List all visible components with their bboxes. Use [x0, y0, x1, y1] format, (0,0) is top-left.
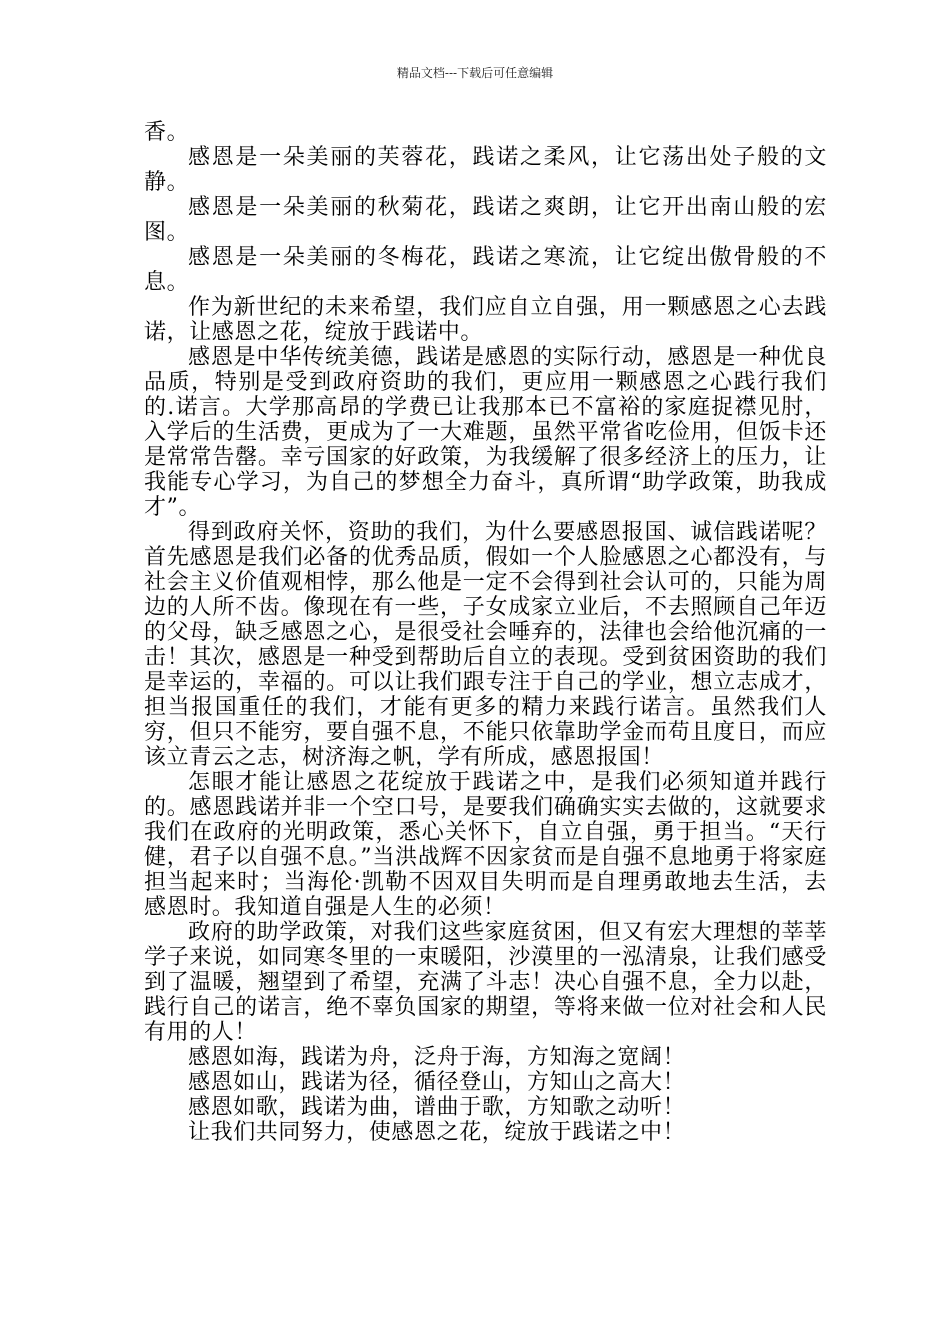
paragraph: 得到政府关怀，资助的我们，为什么要感恩报国、诚信践诺呢？首先感恩是我们必备的优秀品质，假如一个人脸感恩之心都没有，与社会主义价值观相悖，那么他是一定不会得到社会认可的，只能为周边的人所不齿。像现在有一些，子女成家立业后，不去照顾自己年迈的父母，缺乏感恩之心，是很受社会唾弃的，法律也会给他沉痛的一击！其次，感恩是一种受到帮助后自立的表现。受到贫困资助的我们是幸运的，幸福的。可以让我们跟专注于自己的学业，想立志成才，担当报国重任的我们，才能有更多的精力来践行诺言。虽然我们人穷，但只不能穷，要自强不息，不能只依靠助学金而苟且度日，而应该立青云之志，树济海之帆，学有所成，感恩报国！: [144, 520, 827, 770]
paragraph: 感恩是一朵美丽的秋菊花，践诺之爽朗，让它开出南山般的宏图。: [144, 195, 827, 245]
paragraph: 感恩是一朵美丽的芙蓉花，践诺之柔风，让它荡出处子般的文静。: [144, 145, 827, 195]
paragraph: 感恩如歌，践诺为曲，谱曲于歌，方知歌之动听！: [188, 1095, 686, 1120]
paragraph: 感恩如海，践诺为舟，泛舟于海，方知海之宽阔！: [188, 1045, 686, 1070]
paragraph: 政府的助学政策，对我们这些家庭贫困，但又有宏大理想的莘莘学子来说，如同寒冬里的一束暖阳，沙漠里的一泓清泉，让我们感受到了温暖，翘望到了希望，充满了斗志！决心自强不息，全力以赴，践行自己的诺言，绝不辜负国家的期望，等将来做一位对社会和人民有用的人！: [144, 920, 827, 1045]
page-header: 精品文档---下载后可任意编辑: [396, 66, 554, 80]
paragraph: 让我们共同努力，使感恩之花，绽放于践诺之中！: [188, 1120, 686, 1145]
paragraph: 作为新世纪的未来希望，我们应自立自强，用一颗感恩之心去践诺，让感恩之花，绽放于践诺中。: [144, 295, 827, 345]
document-body: [144, 120, 827, 1145]
paragraph: 感恩如山，践诺为径，循径登山，方知山之高大！: [188, 1070, 686, 1095]
paragraph: 香。: [144, 120, 190, 145]
paragraph: 感恩是中华传统美德，践诺是感恩的实际行动，感恩是一种优良品质，特别是受到政府资助的我们，更应用一颗感恩之心践行我们的.诺言。大学那高昂的学费已让我那本已不富裕的家庭捉襟见肘，入学后的生活费，更成为了一大难题，虽然平常省吃俭用，但饭卡还是常常告罄。幸亏国家的好政策，为我缓解了很多经济上的压力，让我能专心学习，为自己的梦想全力奋斗，真所谓“助学政策，助我成才”。: [144, 345, 827, 520]
paragraph: 感恩是一朵美丽的冬梅花，践诺之寒流，让它绽出傲骨般的不息。: [144, 245, 827, 295]
paragraph: 怎眼才能让感恩之花绽放于践诺之中，是我们必须知道并践行的。感恩践诺并非一个空口号，是要我们确确实实去做的，这就要求我们在政府的光明政策，悉心关怀下，自立自强，勇于担当。“天行健，君子以自强不息。”当洪战辉不因家贫而是自强不息地勇于将家庭担当起来时；当海伦·凯勒不因双目失明而是自理勇敢地去生活，去感恩时。我知道自强是人生的必须！: [144, 770, 827, 920]
